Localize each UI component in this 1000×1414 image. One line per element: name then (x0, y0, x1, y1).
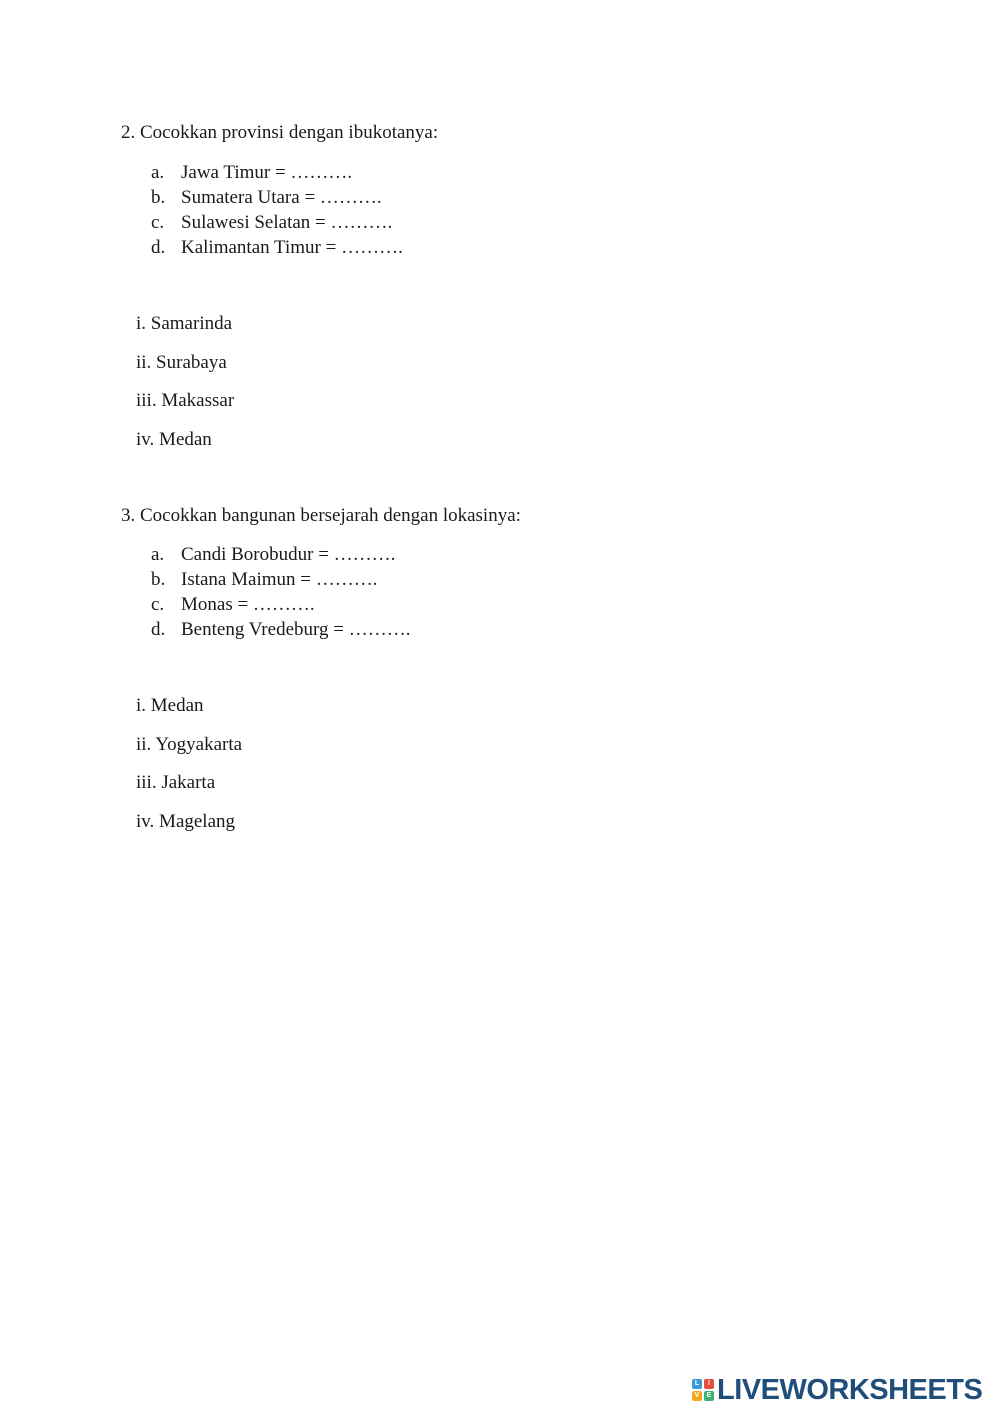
logo-letter: V (692, 1391, 702, 1401)
item-text: Sulawesi Selatan = ………. (181, 212, 393, 233)
list-item (151, 160, 403, 185)
option-item: i. Medan (136, 695, 204, 716)
question-2-title: 2. Cocokkan provinsi dengan ibukotanya: (121, 122, 439, 143)
question-3-options (136, 694, 242, 848)
logo-letter: I (704, 1379, 714, 1389)
item-text: Kalimantan Timur = ………. (181, 237, 403, 258)
option-item: iii. Makassar (136, 390, 235, 411)
item-text: Istana Maimun = ………. (181, 569, 378, 590)
option-item: i. Samarinda (136, 313, 233, 334)
item-letter: a. (151, 544, 165, 565)
question-3-title: 3. Cocokkan bangunan bersejarah dengan lokasinya: (121, 505, 521, 526)
item-text: Monas = ………. (181, 594, 315, 615)
item-letter: c. (151, 212, 165, 233)
logo-letter: E (704, 1391, 714, 1401)
question-2-options (136, 312, 234, 466)
item-text: Benteng Vredeburg = ………. (181, 619, 411, 640)
list-item (151, 210, 403, 235)
list-item (151, 567, 410, 592)
list-item (151, 617, 410, 642)
logo-letter: L (692, 1379, 702, 1389)
question-2-items (151, 160, 403, 260)
item-letter: d. (151, 237, 166, 258)
liveworksheets-logo-icon (692, 1379, 714, 1401)
option-item: iv. Magelang (136, 810, 236, 832)
question-3-items (151, 542, 410, 642)
item-letter: d. (151, 619, 166, 640)
list-item (151, 235, 403, 260)
list-item (151, 185, 403, 210)
item-text: Candi Borobudur = ………. (181, 544, 396, 565)
option-item: ii. Yogyakarta (136, 733, 243, 755)
option-item: iii. Jakarta (136, 772, 216, 793)
item-letter: a. (151, 162, 165, 183)
item-letter: b. (151, 569, 166, 590)
item-letter: c. (151, 594, 165, 615)
item-letter: b. (151, 187, 166, 208)
option-item: ii. Surabaya (136, 351, 227, 373)
option-item: iv. Medan (136, 428, 212, 450)
item-text: Sumatera Utara = ………. (181, 187, 382, 208)
item-text: Jawa Timur = ………. (181, 162, 353, 183)
liveworksheets-brand (692, 1375, 982, 1405)
list-item (151, 592, 410, 617)
list-item (151, 542, 410, 567)
brand-name: LIVEWORKSHEETS (717, 1374, 983, 1406)
